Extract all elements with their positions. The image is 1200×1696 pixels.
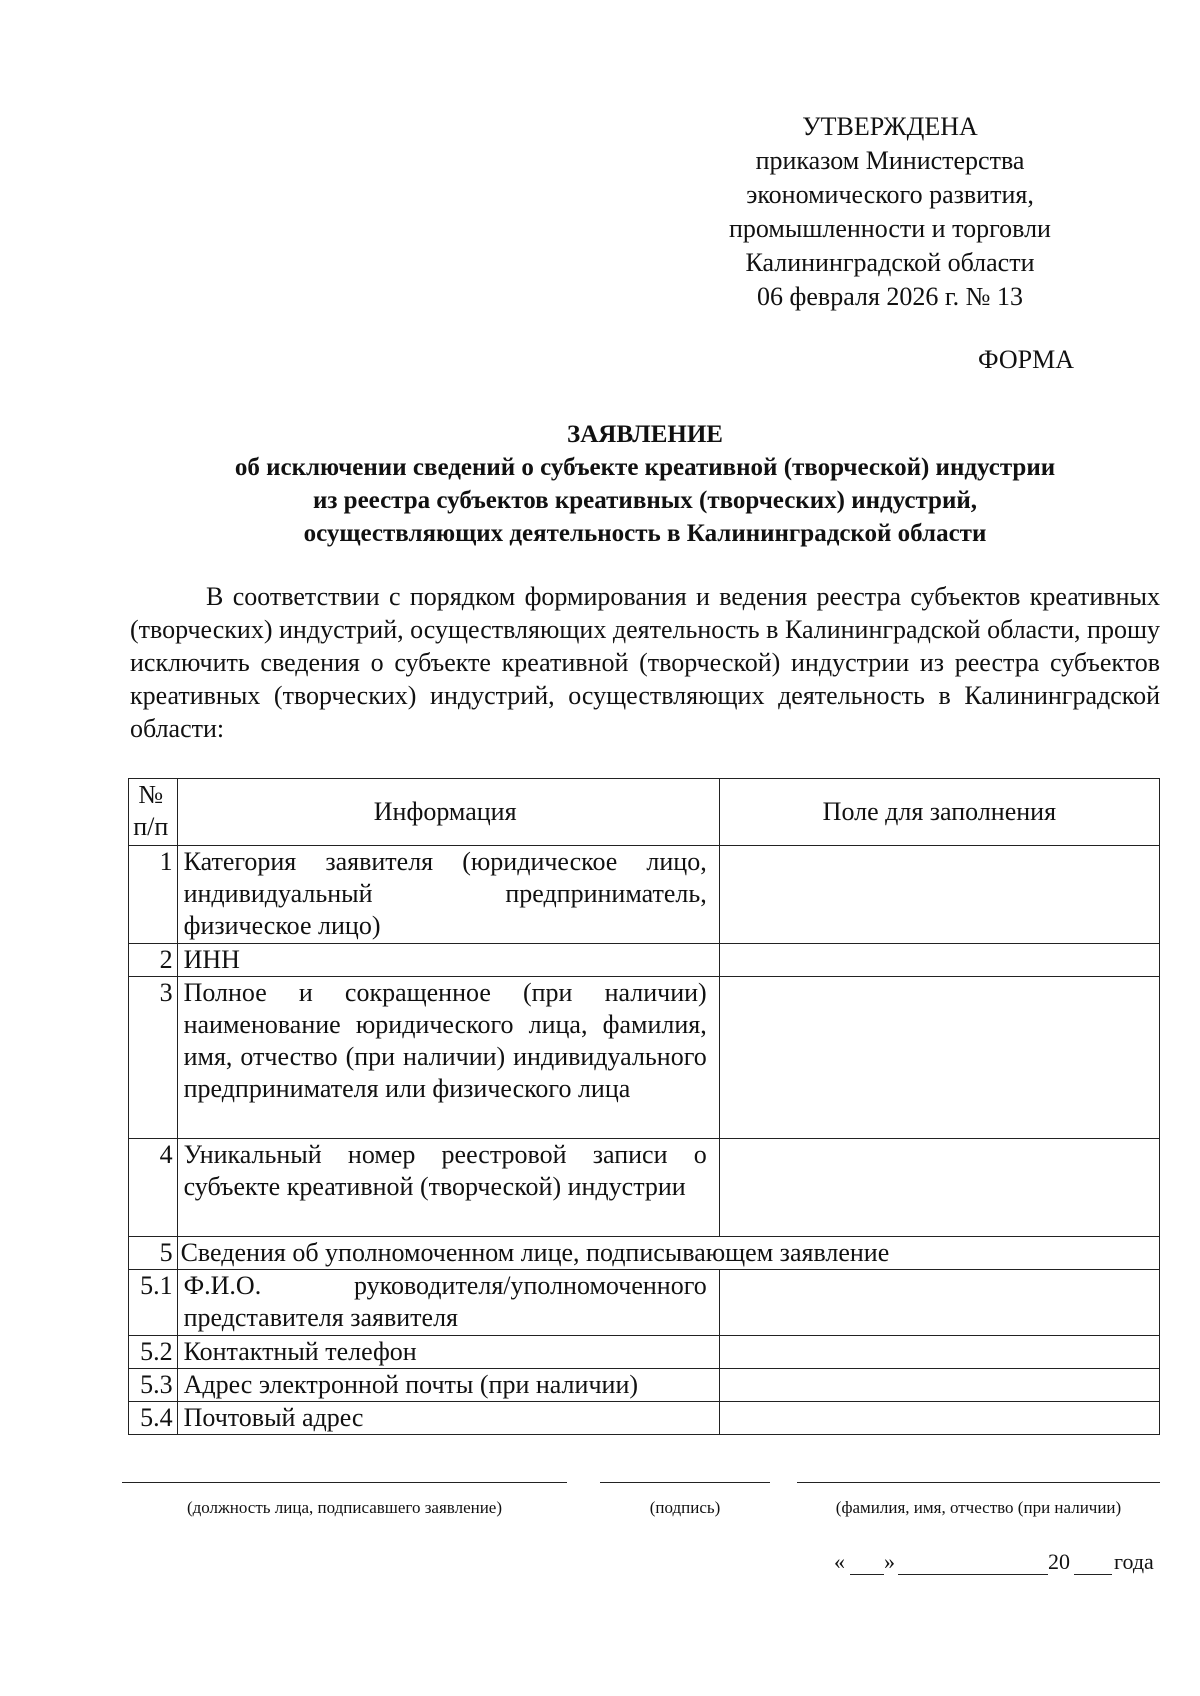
- day-blank[interactable]: [850, 1574, 884, 1575]
- row-num: 3: [129, 977, 178, 1139]
- row-num: 5.3: [129, 1369, 178, 1402]
- row-num: 5.2: [129, 1336, 178, 1369]
- signature-position-block: [122, 1482, 567, 1517]
- signature-name-block: [797, 1482, 1160, 1517]
- table-row: [129, 1336, 1160, 1369]
- row-num: 4: [129, 1139, 178, 1237]
- fill-field[interactable]: [719, 1270, 1159, 1336]
- row-num: 5.4: [129, 1402, 178, 1435]
- approval-line: УТВЕРЖДЕНА: [802, 112, 978, 141]
- header-num-line1: №: [138, 780, 164, 809]
- table-header-row: [129, 779, 1160, 846]
- table-row: [129, 1402, 1160, 1435]
- header-fill: Поле для заполнения: [719, 779, 1159, 846]
- year-blank[interactable]: [1074, 1574, 1112, 1575]
- position-caption: (должность лица, подписавшего заявление): [186, 1498, 503, 1517]
- table-row: [129, 977, 1160, 1139]
- table-row: [129, 1139, 1160, 1237]
- table-row: [129, 1369, 1160, 1402]
- fill-field[interactable]: [719, 846, 1159, 944]
- row-info: Уникальный номер реестровой записи о субъекте креативной (творческой) индустрии: [177, 1139, 719, 1237]
- signature-sign-block: [600, 1482, 770, 1517]
- table-row: [129, 1237, 1160, 1270]
- row-num: 2: [129, 944, 178, 977]
- row-info-section: Сведения об уполномоченном лице, подписывающем заявление: [177, 1237, 1159, 1270]
- fill-field[interactable]: [719, 977, 1159, 1139]
- position-line[interactable]: [122, 1482, 567, 1483]
- application-table: [128, 778, 1160, 1435]
- document-title: [130, 418, 1160, 550]
- header-num-line2: п/п: [133, 812, 169, 841]
- row-info: ИНН: [177, 944, 719, 977]
- intro-paragraph: В соответствии с порядком формирования и ведения реестра субъектов креативных (творческих) индустрий, осуществляющих деятельность в Калининградской области, прошу исключить сведения о субъекте креативной (творческой) индустрии из реестра субъектов креативных (творческих) индустрий, осуществляющих деятельность в Калининградской области:: [130, 582, 1160, 743]
- approval-line: промышленности и торговли: [729, 214, 1051, 243]
- table-row: [129, 846, 1160, 944]
- name-caption: (фамилия, имя, отчество (при наличии): [835, 1498, 1122, 1517]
- table-row: [129, 1270, 1160, 1336]
- row-info: Ф.И.О. руководителя/уполномоченного представителя заявителя: [177, 1270, 719, 1336]
- row-info: Почтовый адрес: [177, 1402, 719, 1435]
- approval-line: Калининградской области: [745, 248, 1035, 277]
- approval-line: приказом Министерства: [755, 146, 1025, 175]
- signature-line[interactable]: [600, 1482, 770, 1483]
- date-close-quote: »: [884, 1549, 895, 1574]
- table-row: [129, 944, 1160, 977]
- year-prefix: 20: [1048, 1549, 1070, 1574]
- row-info: Категория заявителя (юридическое лицо, индивидуальный предприниматель, физическое лицо): [177, 846, 719, 944]
- title-line: об исключении сведений о субъекте креативной (творческой) индустрии: [234, 454, 1056, 481]
- header-num: [129, 779, 178, 846]
- year-word: года: [1114, 1549, 1154, 1574]
- fill-field[interactable]: [719, 1369, 1159, 1402]
- row-num: 5.1: [129, 1270, 178, 1336]
- month-blank[interactable]: [898, 1574, 1048, 1575]
- name-line[interactable]: [797, 1482, 1160, 1483]
- row-info: Адрес электронной почты (при наличии): [177, 1369, 719, 1402]
- row-info: Контактный телефон: [177, 1336, 719, 1369]
- signature-caption: (подпись): [649, 1498, 721, 1517]
- approval-line: экономического развития,: [746, 180, 1034, 209]
- fill-field[interactable]: [719, 944, 1159, 977]
- date-line: [828, 1549, 1160, 1579]
- row-num: 1: [129, 846, 178, 944]
- fill-field[interactable]: [719, 1402, 1159, 1435]
- date-open-quote: «: [834, 1549, 845, 1574]
- fill-field[interactable]: [719, 1336, 1159, 1369]
- title-line: из реестра субъектов креативных (творческих) индустрий,: [312, 487, 978, 514]
- approval-stamp: [710, 110, 1070, 314]
- header-info: Информация: [177, 779, 719, 846]
- fill-field[interactable]: [719, 1139, 1159, 1237]
- title-heading: ЗАЯВЛЕНИЕ: [567, 421, 723, 448]
- row-info: Полное и сокращенное (при наличии) наименование юридического лица, фамилия, имя, отчество (при наличии) индивидуального предпринимателя или физического лица: [177, 977, 719, 1139]
- form-label: ФОРМА: [978, 345, 1074, 374]
- title-line: осуществляющих деятельность в Калининградской области: [303, 520, 987, 547]
- approval-line: 06 февраля 2026 г. № 13: [757, 282, 1023, 311]
- row-num: 5: [129, 1237, 178, 1270]
